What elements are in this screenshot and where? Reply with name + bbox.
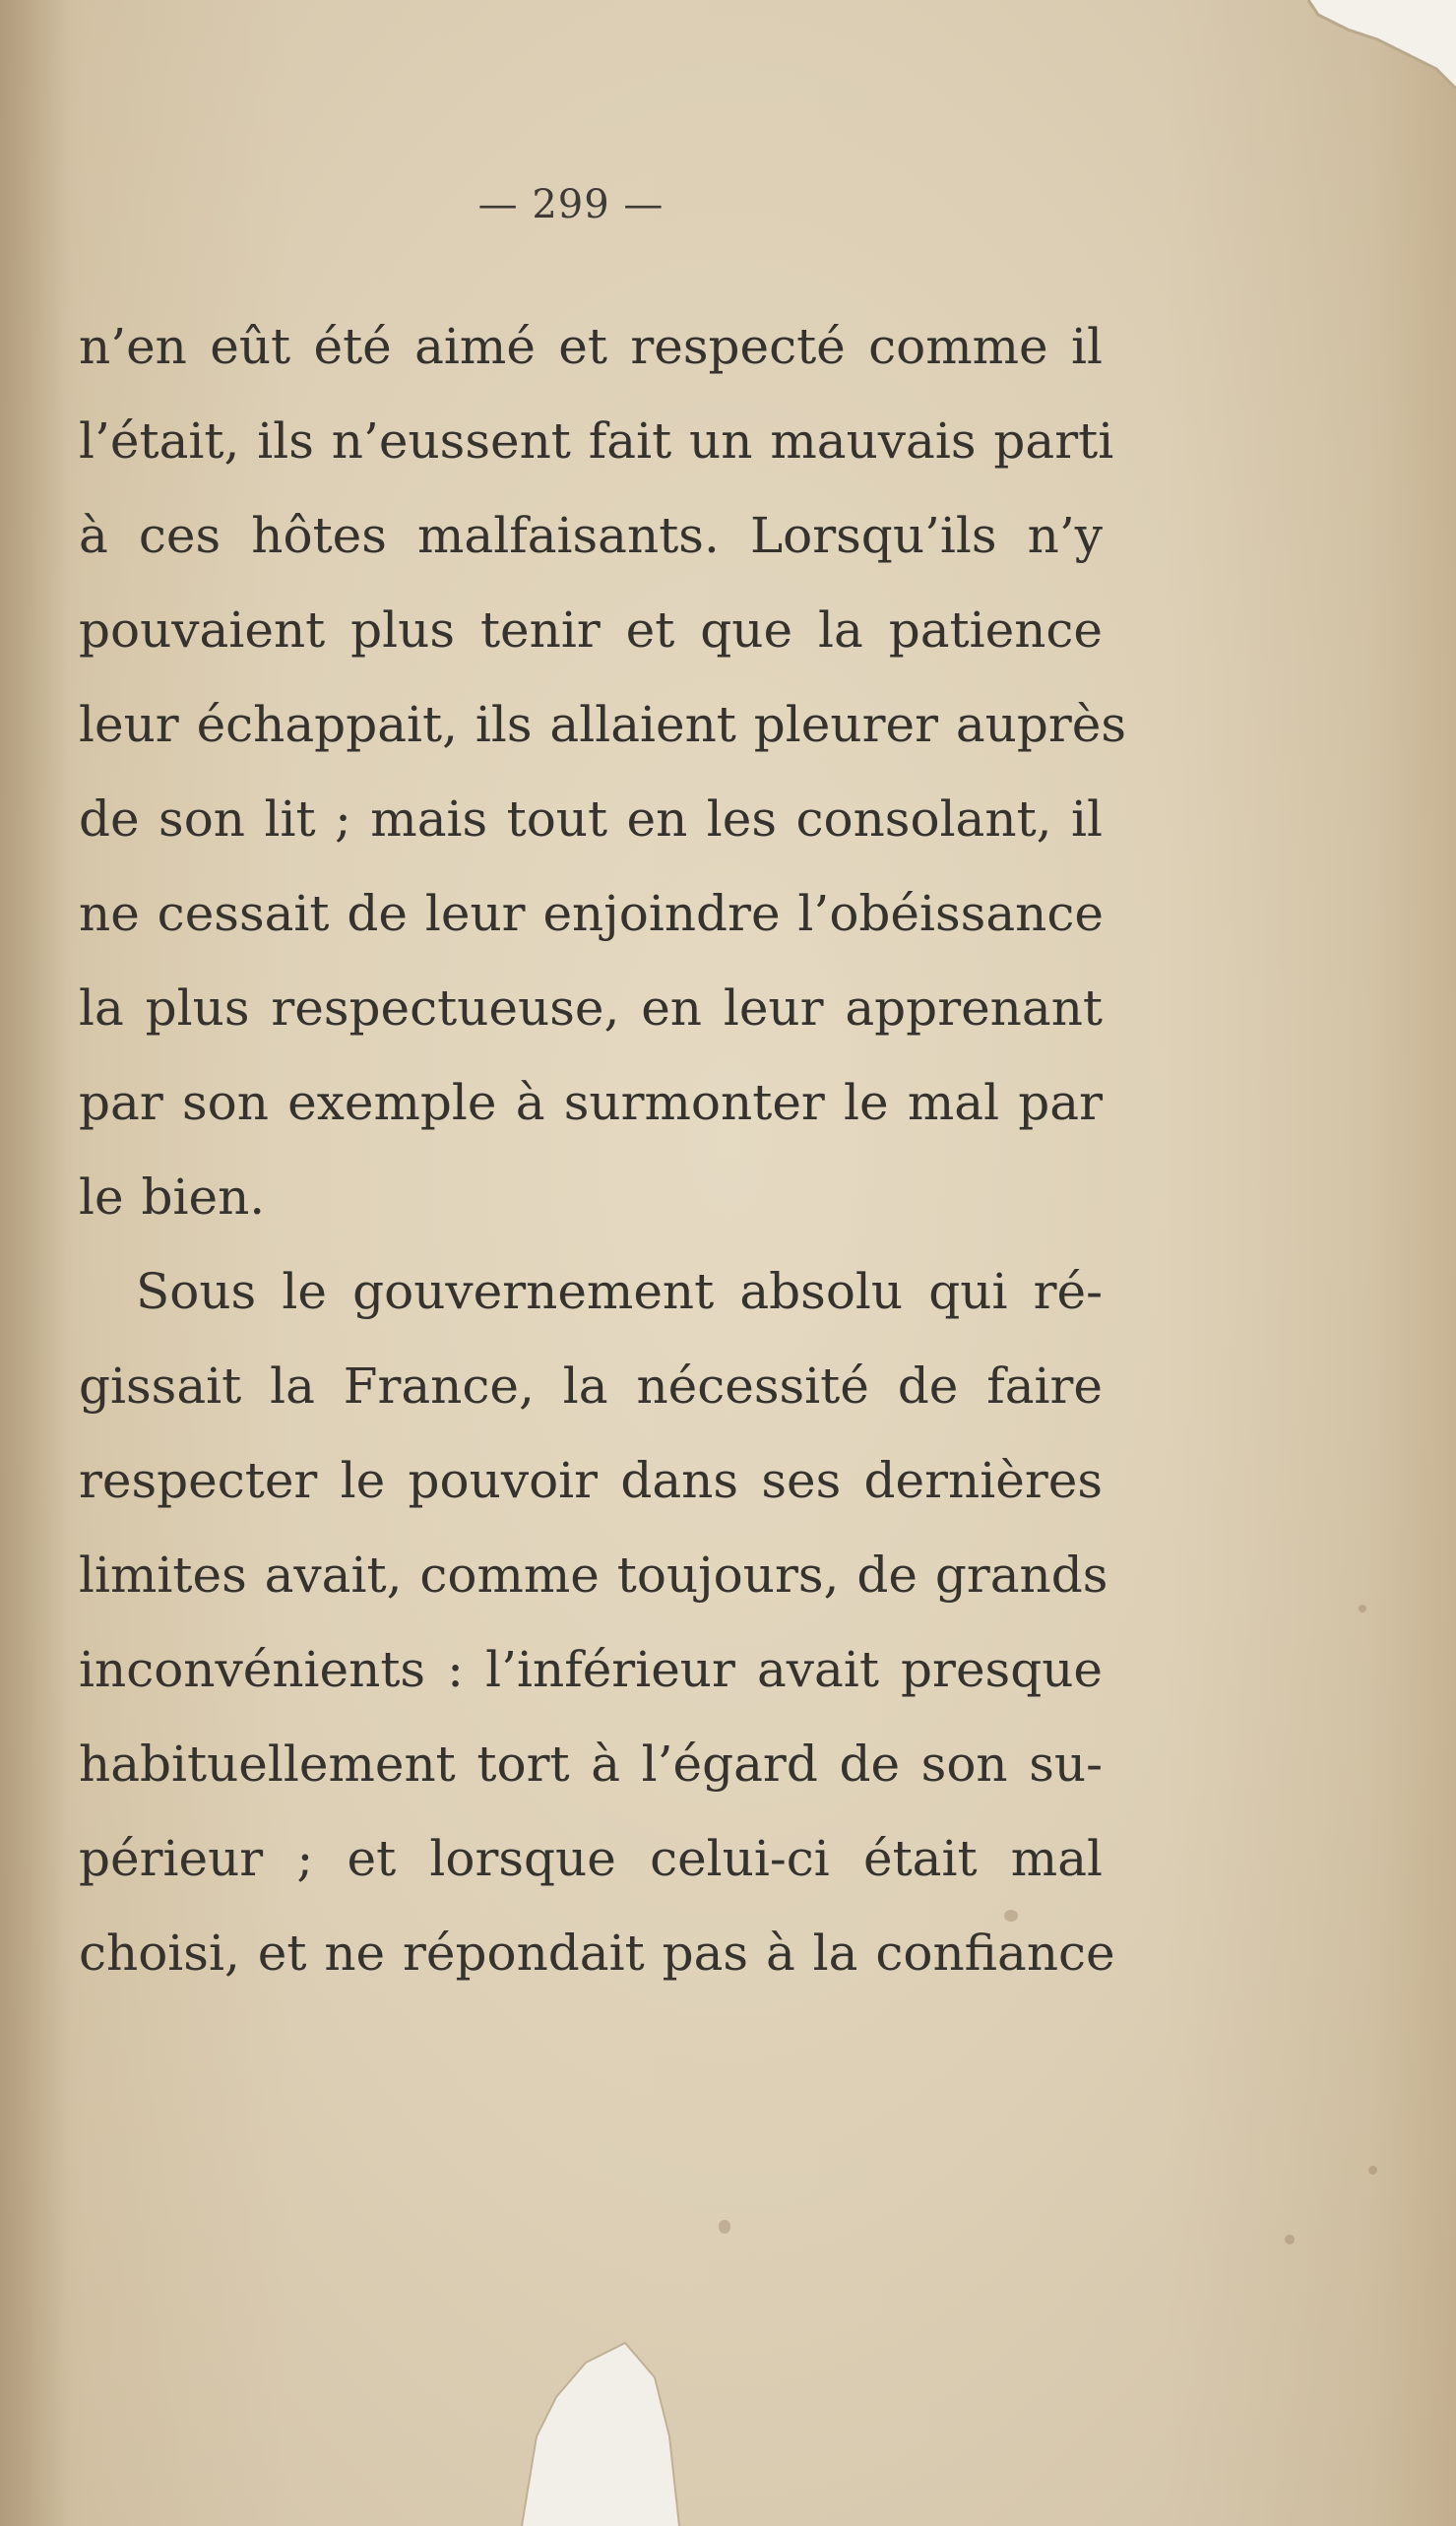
torn-corner: [1289, 0, 1456, 89]
text-line: respecter le pouvoir dans ses dernières: [79, 1452, 1103, 1509]
text-line: le bien.: [79, 1168, 266, 1226]
text-line: par son exemple à surmonter le mal par: [79, 1074, 1103, 1131]
text-line: gissait la France, la nécessité de faire: [79, 1358, 1103, 1415]
body-text: [79, 313, 1127, 2014]
page-number: — 299 —: [477, 182, 665, 227]
paragraph-first-line: Sous le gouvernement absolu qui ré-: [136, 1263, 1103, 1320]
text-line: de son lit ; mais tout en les consolant, il: [79, 790, 1103, 848]
text-line: limites avait, comme toujours, de grands: [79, 1547, 1108, 1604]
text-line: ne cessait de leur enjoindre l’obéissance: [79, 885, 1104, 942]
text-line: à ces hôtes malfaisants. Lorsqu’ils n’y: [79, 507, 1103, 564]
text-line: inconvénients : l’inférieur avait presque: [79, 1641, 1103, 1698]
text-line: périeur ; et lorsque celui-ci était mal: [79, 1830, 1103, 1887]
text-line: n’en eût été aimé et respecté comme il: [79, 318, 1103, 375]
foxing-spot: [1368, 2166, 1377, 2175]
foxing-spot: [719, 2220, 730, 2234]
text-line: l’était, ils n’eussent fait un mauvais parti: [79, 412, 1114, 470]
foxing-spot: [1359, 1605, 1366, 1612]
paper-damage-mark: [517, 2318, 684, 2526]
foxing-spot: [1285, 2235, 1295, 2244]
page-edge-shadow: [0, 0, 69, 2526]
text-line: la plus respectueuse, en leur apprenant: [79, 979, 1103, 1037]
text-line: habituellement tort à l’égard de son su-: [79, 1736, 1103, 1793]
text-line: pouvaient plus tenir et que la patience: [79, 601, 1103, 659]
text-line: leur échappait, ils allaient pleurer auprès: [79, 696, 1127, 753]
text-line: choisi, et ne répondait pas à la confiance: [79, 1925, 1115, 1982]
